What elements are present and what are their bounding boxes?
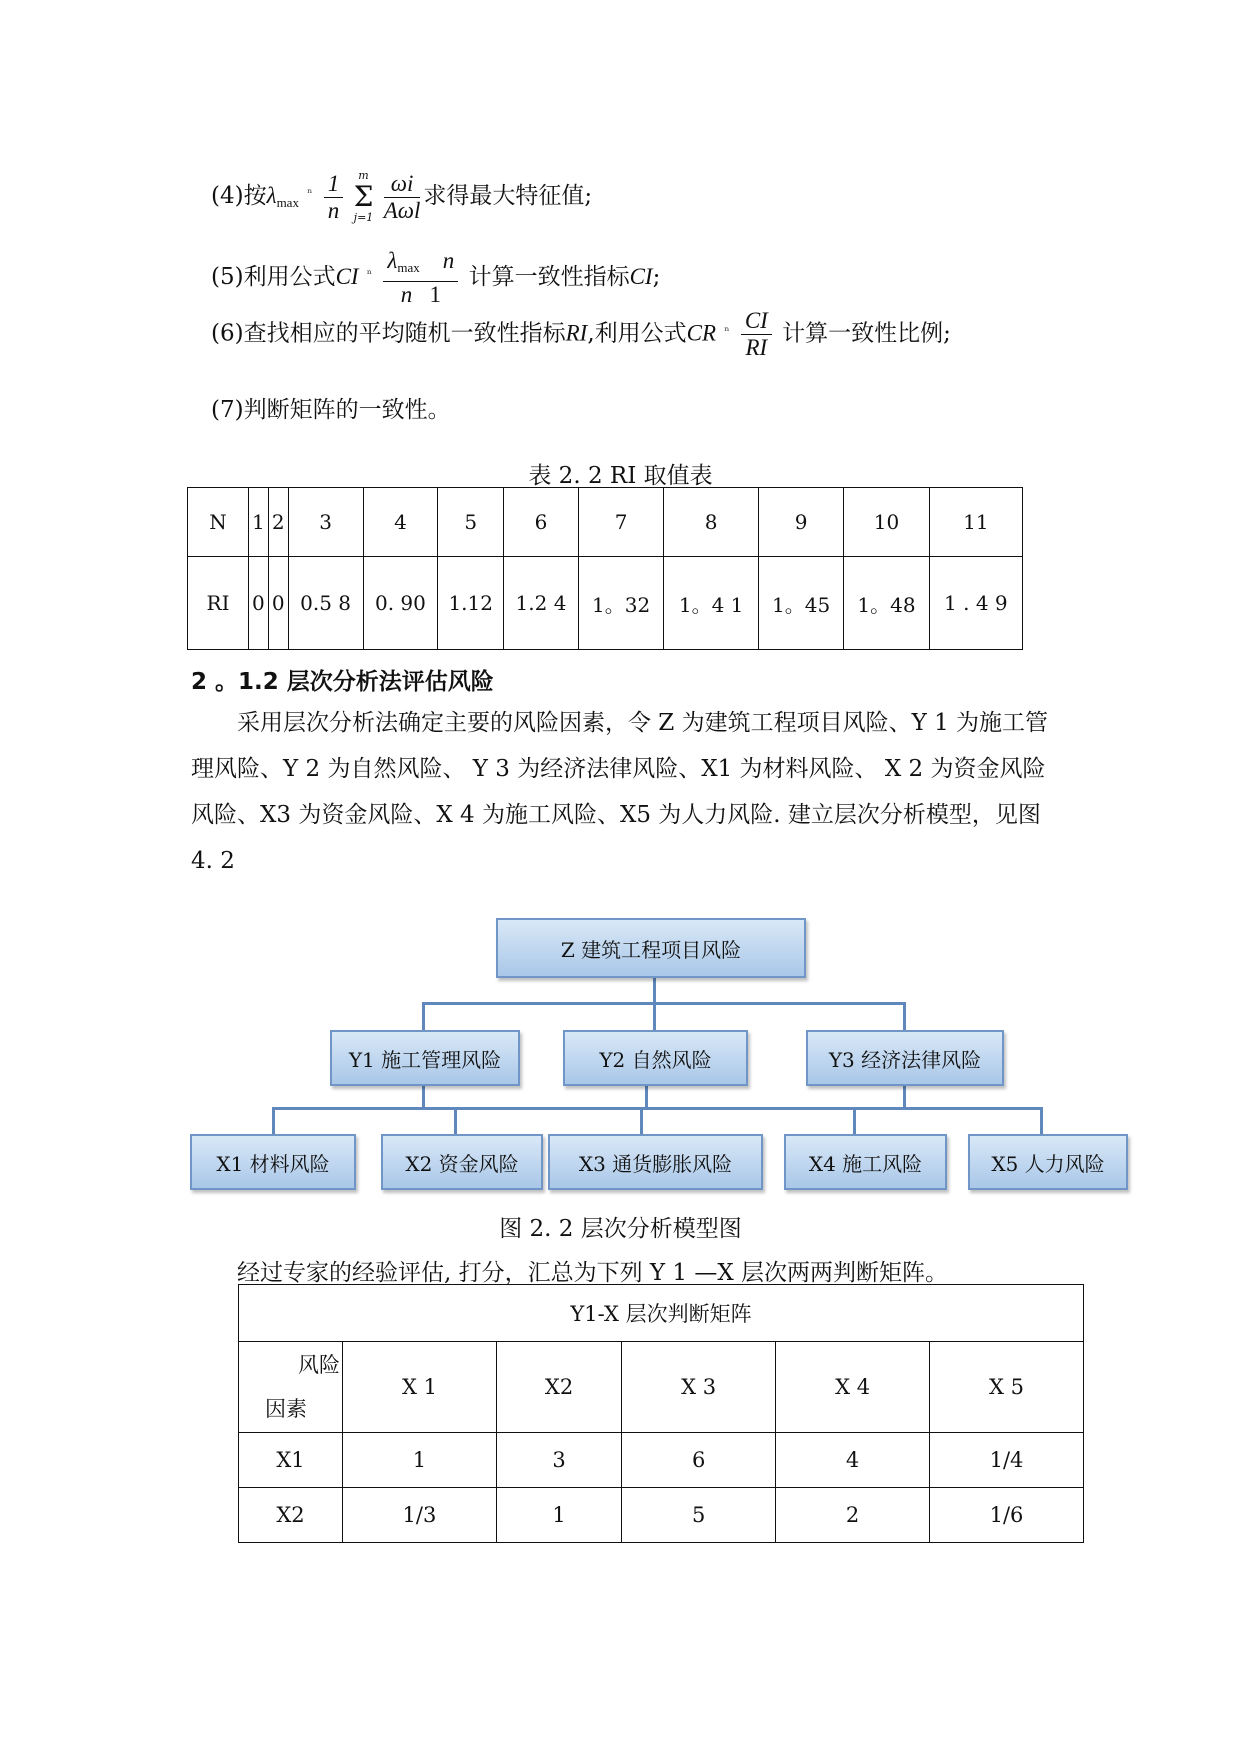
sum-top: m [358, 169, 369, 182]
ri-value-cell: 1 . 4 9 [929, 557, 1022, 650]
step-5-prefix: (5)利用公式 [211, 264, 336, 290]
ri-header-cell: 3 [288, 488, 363, 557]
max-subscript: max [397, 260, 420, 275]
ri-table-header [188, 488, 1023, 557]
connector [272, 1107, 275, 1135]
root-node: Z 建筑工程项目风险 [496, 918, 806, 978]
matrix-cell: 1 [496, 1488, 621, 1543]
ri-symbol: RI [565, 320, 588, 346]
matrix-col-header: X 1 [343, 1342, 497, 1433]
ri-header-cell: 2 [268, 488, 288, 557]
body-paragraph: 采用层次分析法确定主要的风险因素，令 Z 为建筑工程项目风险、Y 1 为施工管理风险、Y 2 为自然风险、 Y 3 为经济法律风险、X1 为材料风险、 X 2 为资金风险风险、X3 为资金风险、X 4 为施工风险、X5 为人力风险. 建立层次分析模型，见图 4. 2 [191, 710, 1049, 874]
connector [422, 1086, 425, 1108]
ri-value-cell: 0.5 8 [288, 557, 363, 650]
connector [422, 1002, 906, 1005]
matrix-cell: 1/6 [930, 1488, 1084, 1543]
level3-node: X5 人力风险 [968, 1134, 1128, 1190]
matrix-col-header: X 3 [622, 1342, 776, 1433]
frac-den: Aωl [383, 197, 421, 223]
garble-mark: ⁿ [366, 267, 373, 281]
matrix-row-label: X1 [239, 1433, 343, 1488]
level2-node: Y1 施工管理风险 [330, 1030, 520, 1086]
matrix-cell: 3 [496, 1433, 621, 1488]
ri-header-cell: 6 [504, 488, 579, 557]
ci-symbol: CI [335, 264, 359, 289]
level2-node: Y2 自然风险 [563, 1030, 748, 1086]
matrix-cell: 4 [776, 1433, 930, 1488]
cr-fraction [741, 308, 772, 361]
step-6-suffix: 计算一致性比例; [782, 320, 951, 347]
connector [853, 1107, 856, 1135]
matrix-header-row [239, 1342, 1084, 1433]
one-over-n [324, 171, 344, 224]
sum-bottom: j=1 [353, 211, 374, 224]
matrix-corner-cell [239, 1342, 343, 1433]
lambda-symbol: λ [266, 183, 277, 208]
frac-num [383, 248, 458, 282]
ri-header-cell: 8 [664, 488, 759, 557]
connector [1040, 1107, 1043, 1135]
matrix-cell: 6 [622, 1433, 776, 1488]
matrix-cell: 1/4 [930, 1433, 1084, 1488]
ri-value-cell: 1。45 [758, 557, 843, 650]
connector [903, 1002, 906, 1032]
ri-header-cell: 11 [929, 488, 1022, 557]
ri-value-cell: 1。4 1 [664, 557, 759, 650]
connector [422, 1002, 425, 1032]
matrix-cell: 1/3 [343, 1488, 497, 1543]
ci-fraction [383, 248, 458, 308]
diagram-caption: 图 2. 2 层次分析模型图 [499, 1216, 742, 1242]
corner-top: 风险 [298, 1353, 340, 1377]
matrix-col-header: X 4 [776, 1342, 930, 1433]
max-subscript: max [276, 195, 299, 210]
step-4-suffix: 求得最大特征值; [423, 183, 593, 209]
matrix-cell: 5 [622, 1488, 776, 1543]
cr-symbol: CR [686, 320, 717, 346]
ri-value-cell: 0 [268, 557, 288, 650]
matrix-title: Y1-X 层次判断矩阵 [239, 1285, 1084, 1342]
level2-node: Y3 经济法律风险 [806, 1030, 1004, 1086]
omega-fraction [384, 171, 421, 224]
step-6 [211, 308, 951, 361]
matrix-row-label: X2 [239, 1488, 343, 1543]
n-symbol: n [400, 282, 413, 307]
frac-num: ωi [384, 171, 421, 198]
ri-value-cell: 1.2 4 [504, 557, 579, 650]
step-4-prefix: (4)按 [211, 183, 267, 209]
frac-num: 1 [324, 171, 344, 198]
n-symbol: n [442, 248, 455, 273]
matrix-cell: 1 [343, 1433, 497, 1488]
step-6-prefix: (6)查找相应的平均随机一致性指标 [211, 320, 566, 347]
connector [645, 1086, 648, 1108]
ri-value-cell: 1。32 [578, 557, 663, 650]
judgment-matrix [238, 1284, 1084, 1543]
level3-node: X2 资金风险 [381, 1134, 543, 1190]
level3-node: X4 施工风险 [784, 1134, 947, 1190]
step-5 [211, 248, 660, 308]
ri-table [187, 487, 1023, 650]
ri-table-values [188, 557, 1023, 650]
corner-bottom: 因素 [265, 1397, 307, 1421]
connector [653, 1002, 656, 1032]
ri-header-cell: 1 [249, 488, 269, 557]
frac-den: n [327, 197, 340, 223]
matrix-row [239, 1433, 1084, 1488]
matrix-intro: 经过专家的经验评估, 打分，汇总为下列 Y 1 —X 层次两两判断矩阵。 [237, 1260, 949, 1286]
step-5-suffix: 计算一致性指标 [468, 264, 630, 290]
connector [903, 1086, 906, 1108]
garble-mark: ⁿ [307, 186, 313, 200]
level3-node: X3 通货膨胀风险 [548, 1134, 763, 1190]
connector [653, 977, 656, 1004]
ci-symbol-2: CI [629, 264, 653, 289]
ri-value-cell: 0 [249, 557, 269, 650]
one-symbol: 1 [429, 282, 441, 307]
ri-header-cell: N [188, 488, 249, 557]
step-7: (7)判断矩阵的一致性。 [211, 397, 451, 423]
ri-table-caption: 表 2. 2 RI 取值表 [528, 463, 713, 489]
sum-operator [354, 168, 374, 226]
matrix-row [239, 1488, 1084, 1543]
connector [640, 1107, 643, 1135]
matrix-title-row [239, 1285, 1084, 1342]
lambda-symbol: λ [387, 248, 398, 273]
matrix-cell: 2 [776, 1488, 930, 1543]
ri-header-cell: 7 [578, 488, 663, 557]
frac-den: RI [745, 335, 768, 360]
ri-value-cell: 1.12 [438, 557, 504, 650]
step-6-mid: ,利用公式 [587, 320, 687, 347]
matrix-col-header: X2 [496, 1342, 621, 1433]
ri-value-cell: 0. 90 [363, 557, 438, 650]
frac-den [383, 282, 458, 308]
ri-header-cell: 10 [844, 488, 929, 557]
matrix-col-header: X 5 [930, 1342, 1084, 1433]
section-heading: 2 。1.2 层次分析法评估风险 [191, 669, 494, 695]
ri-header-cell: 9 [758, 488, 843, 557]
garble-mark: ⁿ [724, 323, 730, 338]
frac-num: CI [741, 308, 772, 335]
connector [272, 1107, 1042, 1110]
ri-header-cell: 5 [438, 488, 504, 557]
step-4 [211, 168, 592, 226]
level3-node: X1 材料风险 [190, 1134, 356, 1190]
ri-header-cell: 4 [363, 488, 438, 557]
ri-value-cell: RI [188, 557, 249, 650]
step-5-end: ; [652, 264, 661, 290]
connector [454, 1107, 457, 1135]
sum-sign: Σ [353, 180, 374, 213]
ri-value-cell: 1。48 [844, 557, 929, 650]
